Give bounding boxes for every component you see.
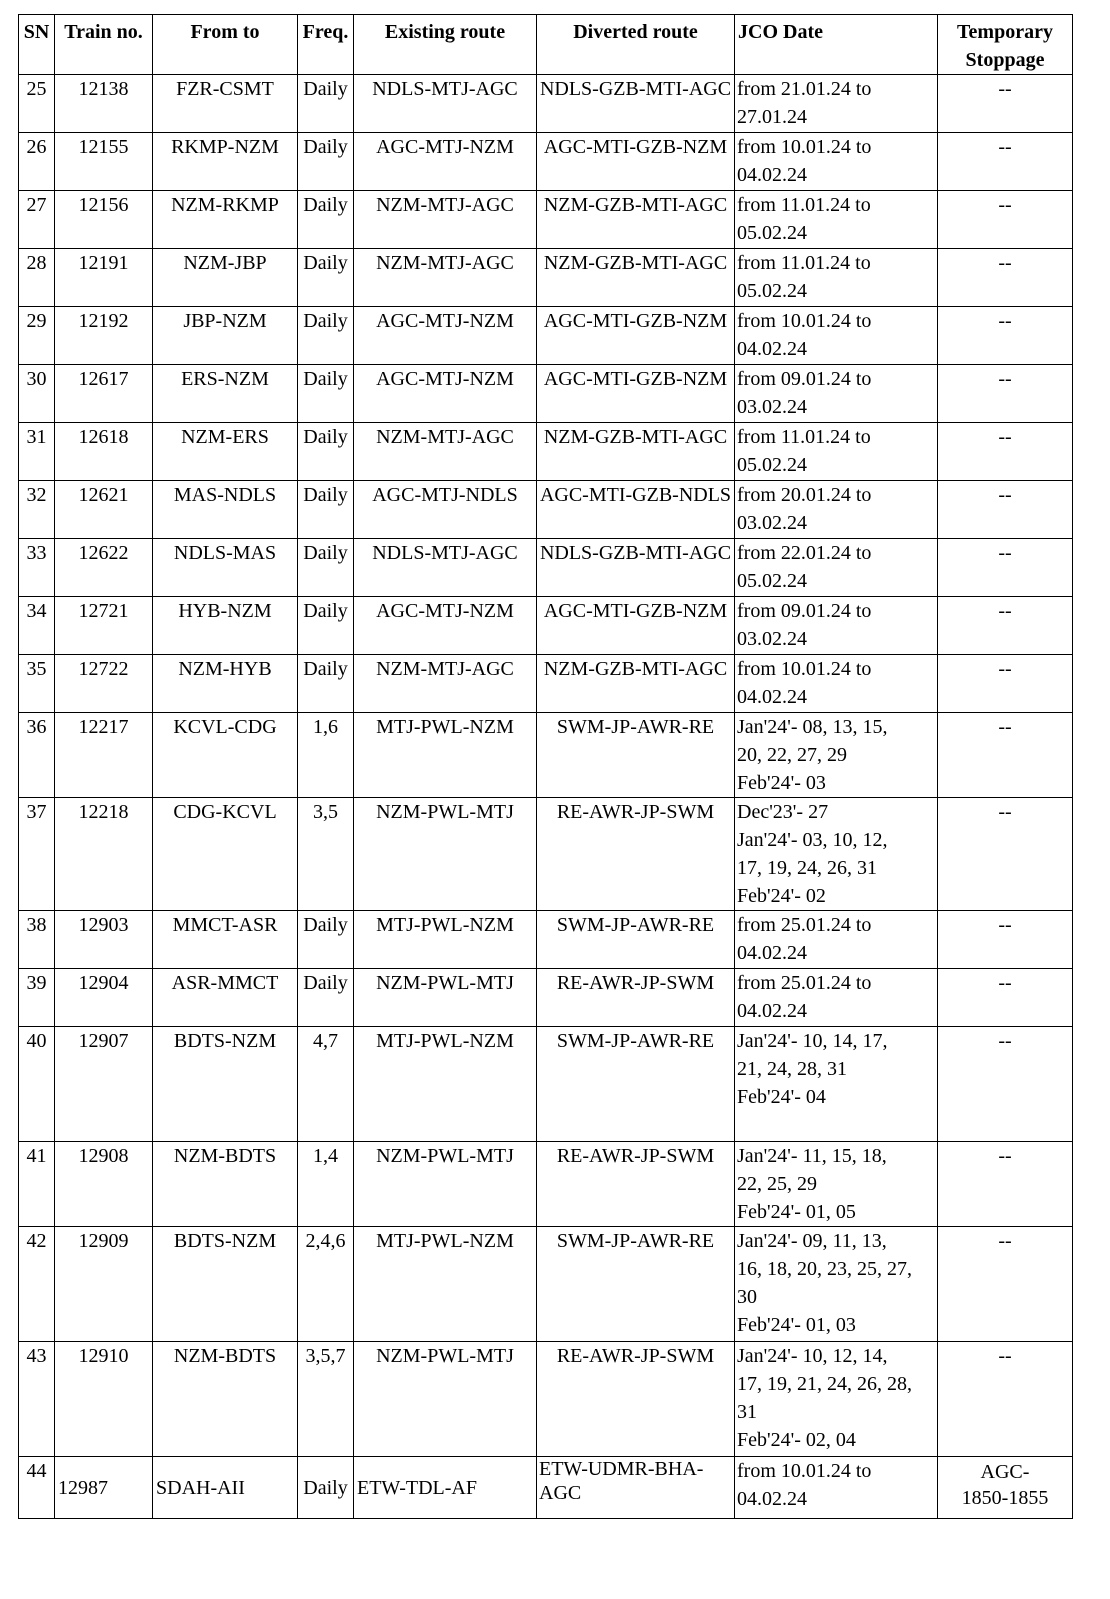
cell-freq: 3,5,7: [298, 1342, 354, 1457]
cell-freq: 2,4,6: [298, 1227, 354, 1342]
cell-from-to: KCVL-CDG: [153, 713, 298, 798]
cell-temporary-stoppage: --: [938, 969, 1073, 1027]
table-row: [19, 1342, 1073, 1457]
cell-diverted-route: RE-AWR-JP-SWM: [537, 969, 735, 1027]
cell-existing-route: AGC-MTJ-NZM: [354, 307, 537, 365]
cell-diverted-route: ETW-UDMR-BHA-AGC: [537, 1457, 735, 1519]
col-header-jco-date: JCO Date: [735, 15, 938, 75]
cell-from-to: MAS-NDLS: [153, 481, 298, 539]
table-row: [19, 1027, 1073, 1142]
cell-jco-date: Jan'24'- 11, 15, 18, 22, 25, 29 Feb'24'- 01, 05: [735, 1142, 938, 1227]
cell-existing-route: AGC-MTJ-NZM: [354, 365, 537, 423]
cell-diverted-route: NDLS-GZB-MTI-AGC: [537, 539, 735, 597]
cell-existing-route: AGC-MTJ-NDLS: [354, 481, 537, 539]
cell-diverted-route: RE-AWR-JP-SWM: [537, 1142, 735, 1227]
cell-temporary-stoppage: --: [938, 423, 1073, 481]
cell-sn: 29: [19, 307, 55, 365]
cell-existing-route: MTJ-PWL-NZM: [354, 1027, 537, 1142]
cell-temporary-stoppage: --: [938, 713, 1073, 798]
cell-jco-date: from 11.01.24 to 05.02.24: [735, 423, 938, 481]
cell-temporary-stoppage: --: [938, 655, 1073, 713]
cell-diverted-route: NZM-GZB-MTI-AGC: [537, 249, 735, 307]
cell-existing-route: AGC-MTJ-NZM: [354, 133, 537, 191]
table-row: [19, 713, 1073, 798]
cell-jco-date: Jan'24'- 09, 11, 13, 16, 18, 20, 23, 25, 27, 30 Feb'24'- 01, 03: [735, 1227, 938, 1342]
cell-sn: 35: [19, 655, 55, 713]
cell-diverted-route: NZM-GZB-MTI-AGC: [537, 423, 735, 481]
cell-diverted-route: RE-AWR-JP-SWM: [537, 1342, 735, 1457]
cell-temporary-stoppage: --: [938, 75, 1073, 133]
cell-from-to: NZM-BDTS: [153, 1142, 298, 1227]
col-header-freq: Freq.: [298, 15, 354, 75]
cell-temporary-stoppage: --: [938, 539, 1073, 597]
cell-train-no: 12908: [55, 1142, 153, 1227]
cell-sn: 33: [19, 539, 55, 597]
cell-jco-date: from 25.01.24 to 04.02.24: [735, 911, 938, 969]
cell-diverted-route: RE-AWR-JP-SWM: [537, 798, 735, 911]
cell-sn: 37: [19, 798, 55, 911]
cell-train-no: 12909: [55, 1227, 153, 1342]
header-row: [19, 15, 1073, 75]
cell-freq: Daily: [298, 597, 354, 655]
cell-jco-date: from 22.01.24 to 05.02.24: [735, 539, 938, 597]
cell-train-no: 12217: [55, 713, 153, 798]
cell-train-no: 12191: [55, 249, 153, 307]
cell-freq: Daily: [298, 911, 354, 969]
cell-from-to: NZM-RKMP: [153, 191, 298, 249]
cell-freq: Daily: [298, 1457, 354, 1519]
cell-diverted-route: AGC-MTI-GZB-NDLS: [537, 481, 735, 539]
cell-from-to: JBP-NZM: [153, 307, 298, 365]
cell-temporary-stoppage: --: [938, 1027, 1073, 1142]
table-body: [19, 75, 1073, 1519]
cell-jco-date: Jan'24'- 08, 13, 15, 20, 22, 27, 29 Feb'24'- 03: [735, 713, 938, 798]
cell-existing-route: MTJ-PWL-NZM: [354, 911, 537, 969]
cell-sn: 40: [19, 1027, 55, 1142]
cell-sn: 36: [19, 713, 55, 798]
cell-existing-route: AGC-MTJ-NZM: [354, 597, 537, 655]
cell-diverted-route: SWM-JP-AWR-RE: [537, 911, 735, 969]
cell-temporary-stoppage: --: [938, 133, 1073, 191]
cell-diverted-route: SWM-JP-AWR-RE: [537, 1027, 735, 1142]
table-row: [19, 1142, 1073, 1227]
cell-diverted-route: AGC-MTI-GZB-NZM: [537, 307, 735, 365]
cell-train-no: 12155: [55, 133, 153, 191]
cell-train-no: 12138: [55, 75, 153, 133]
cell-sn: 26: [19, 133, 55, 191]
cell-sn: 28: [19, 249, 55, 307]
cell-train-no: 12987: [55, 1457, 153, 1519]
cell-existing-route: MTJ-PWL-NZM: [354, 713, 537, 798]
cell-sn: 25: [19, 75, 55, 133]
cell-from-to: RKMP-NZM: [153, 133, 298, 191]
cell-train-no: 12721: [55, 597, 153, 655]
cell-from-to: NZM-JBP: [153, 249, 298, 307]
cell-sn: 38: [19, 911, 55, 969]
cell-jco-date: from 21.01.24 to 27.01.24: [735, 75, 938, 133]
col-header-sn: SN: [19, 15, 55, 75]
cell-freq: Daily: [298, 365, 354, 423]
cell-sn: 44: [19, 1457, 55, 1519]
cell-jco-date: Jan'24'- 10, 12, 14, 17, 19, 21, 24, 26, 28, 31 Feb'24'- 02, 04: [735, 1342, 938, 1457]
cell-jco-date: from 10.01.24 to 04.02.24: [735, 655, 938, 713]
cell-train-no: 12617: [55, 365, 153, 423]
cell-from-to: HYB-NZM: [153, 597, 298, 655]
table-row: [19, 423, 1073, 481]
cell-from-to: CDG-KCVL: [153, 798, 298, 911]
table-row: [19, 307, 1073, 365]
cell-temporary-stoppage: AGC-1850-1855: [938, 1457, 1073, 1519]
cell-from-to: ERS-NZM: [153, 365, 298, 423]
cell-freq: Daily: [298, 655, 354, 713]
cell-jco-date: from 11.01.24 to 05.02.24: [735, 191, 938, 249]
cell-jco-date: Jan'24'- 10, 14, 17, 21, 24, 28, 31 Feb'24'- 04: [735, 1027, 938, 1142]
cell-existing-route: NZM-PWL-MTJ: [354, 969, 537, 1027]
cell-temporary-stoppage: --: [938, 911, 1073, 969]
cell-sn: 43: [19, 1342, 55, 1457]
cell-existing-route: NZM-PWL-MTJ: [354, 1142, 537, 1227]
cell-diverted-route: SWM-JP-AWR-RE: [537, 1227, 735, 1342]
cell-temporary-stoppage: --: [938, 1342, 1073, 1457]
table-row: [19, 249, 1073, 307]
cell-temporary-stoppage: --: [938, 249, 1073, 307]
cell-freq: 4,7: [298, 1027, 354, 1142]
cell-from-to: SDAH-AII: [153, 1457, 298, 1519]
cell-freq: 1,6: [298, 713, 354, 798]
cell-sn: 39: [19, 969, 55, 1027]
cell-temporary-stoppage: --: [938, 365, 1073, 423]
cell-from-to: NZM-ERS: [153, 423, 298, 481]
cell-jco-date: from 11.01.24 to 05.02.24: [735, 249, 938, 307]
cell-jco-date: from 10.01.24 to 04.02.24: [735, 133, 938, 191]
table-row: [19, 597, 1073, 655]
cell-train-no: 12903: [55, 911, 153, 969]
cell-freq: Daily: [298, 539, 354, 597]
cell-freq: Daily: [298, 75, 354, 133]
cell-temporary-stoppage: --: [938, 1227, 1073, 1342]
cell-freq: 3,5: [298, 798, 354, 911]
cell-diverted-route: NZM-GZB-MTI-AGC: [537, 655, 735, 713]
cell-temporary-stoppage: --: [938, 597, 1073, 655]
cell-train-no: 12910: [55, 1342, 153, 1457]
cell-existing-route: MTJ-PWL-NZM: [354, 1227, 537, 1342]
cell-diverted-route: NDLS-GZB-MTI-AGC: [537, 75, 735, 133]
cell-freq: Daily: [298, 133, 354, 191]
cell-train-no: 12218: [55, 798, 153, 911]
cell-from-to: NZM-BDTS: [153, 1342, 298, 1457]
table-row: [19, 1457, 1073, 1519]
cell-diverted-route: SWM-JP-AWR-RE: [537, 713, 735, 798]
cell-jco-date: from 10.01.24 to 04.02.24: [735, 307, 938, 365]
cell-jco-date: from 20.01.24 to 03.02.24: [735, 481, 938, 539]
cell-freq: Daily: [298, 191, 354, 249]
cell-temporary-stoppage: --: [938, 1142, 1073, 1227]
cell-freq: Daily: [298, 249, 354, 307]
cell-jco-date: from 09.01.24 to 03.02.24: [735, 597, 938, 655]
cell-diverted-route: AGC-MTI-GZB-NZM: [537, 365, 735, 423]
col-header-diverted-route: Diverted route: [537, 15, 735, 75]
cell-existing-route: NZM-MTJ-AGC: [354, 249, 537, 307]
cell-jco-date: from 10.01.24 to 04.02.24: [735, 1457, 938, 1519]
table-header: [19, 15, 1073, 75]
cell-jco-date: from 09.01.24 to 03.02.24: [735, 365, 938, 423]
col-header-temporary-stoppage: Temporary Stoppage: [938, 15, 1073, 75]
table-row: [19, 365, 1073, 423]
cell-sn: 27: [19, 191, 55, 249]
table-row: [19, 539, 1073, 597]
table-row: [19, 75, 1073, 133]
table-row: [19, 655, 1073, 713]
table-row: [19, 969, 1073, 1027]
cell-sn: 42: [19, 1227, 55, 1342]
cell-train-no: 12722: [55, 655, 153, 713]
cell-from-to: FZR-CSMT: [153, 75, 298, 133]
col-header-existing-route: Existing route: [354, 15, 537, 75]
cell-diverted-route: AGC-MTI-GZB-NZM: [537, 597, 735, 655]
cell-jco-date: Dec'23'- 27 Jan'24'- 03, 10, 12, 17, 19, 24, 26, 31 Feb'24'- 02: [735, 798, 938, 911]
cell-diverted-route: NZM-GZB-MTI-AGC: [537, 191, 735, 249]
diversion-table: [18, 14, 1073, 1519]
cell-train-no: 12618: [55, 423, 153, 481]
cell-from-to: NDLS-MAS: [153, 539, 298, 597]
cell-from-to: BDTS-NZM: [153, 1227, 298, 1342]
table-row: [19, 191, 1073, 249]
cell-train-no: 12621: [55, 481, 153, 539]
cell-temporary-stoppage: --: [938, 481, 1073, 539]
cell-existing-route: NZM-PWL-MTJ: [354, 798, 537, 911]
cell-existing-route: NZM-MTJ-AGC: [354, 423, 537, 481]
cell-existing-route: ETW-TDL-AF: [354, 1457, 537, 1519]
cell-existing-route: NZM-MTJ-AGC: [354, 191, 537, 249]
table-row: [19, 133, 1073, 191]
cell-from-to: NZM-HYB: [153, 655, 298, 713]
table-row: [19, 798, 1073, 911]
cell-sn: 31: [19, 423, 55, 481]
cell-freq: Daily: [298, 423, 354, 481]
cell-existing-route: NZM-MTJ-AGC: [354, 655, 537, 713]
cell-from-to: MMCT-ASR: [153, 911, 298, 969]
cell-sn: 32: [19, 481, 55, 539]
cell-from-to: BDTS-NZM: [153, 1027, 298, 1142]
cell-freq: Daily: [298, 307, 354, 365]
cell-existing-route: NDLS-MTJ-AGC: [354, 75, 537, 133]
cell-freq: Daily: [298, 481, 354, 539]
cell-from-to: ASR-MMCT: [153, 969, 298, 1027]
cell-train-no: 12156: [55, 191, 153, 249]
cell-sn: 30: [19, 365, 55, 423]
cell-temporary-stoppage: --: [938, 798, 1073, 911]
cell-freq: Daily: [298, 969, 354, 1027]
cell-sn: 34: [19, 597, 55, 655]
col-header-train-no: Train no.: [55, 15, 153, 75]
table-row: [19, 911, 1073, 969]
table-row: [19, 1227, 1073, 1342]
table-row: [19, 481, 1073, 539]
cell-existing-route: NDLS-MTJ-AGC: [354, 539, 537, 597]
cell-train-no: 12622: [55, 539, 153, 597]
cell-temporary-stoppage: --: [938, 191, 1073, 249]
cell-jco-date: from 25.01.24 to 04.02.24: [735, 969, 938, 1027]
cell-freq: 1,4: [298, 1142, 354, 1227]
cell-diverted-route: AGC-MTI-GZB-NZM: [537, 133, 735, 191]
cell-temporary-stoppage: --: [938, 307, 1073, 365]
col-header-from-to: From to: [153, 15, 298, 75]
cell-sn: 41: [19, 1142, 55, 1227]
cell-existing-route: NZM-PWL-MTJ: [354, 1342, 537, 1457]
cell-train-no: 12904: [55, 969, 153, 1027]
cell-train-no: 12907: [55, 1027, 153, 1142]
cell-train-no: 12192: [55, 307, 153, 365]
